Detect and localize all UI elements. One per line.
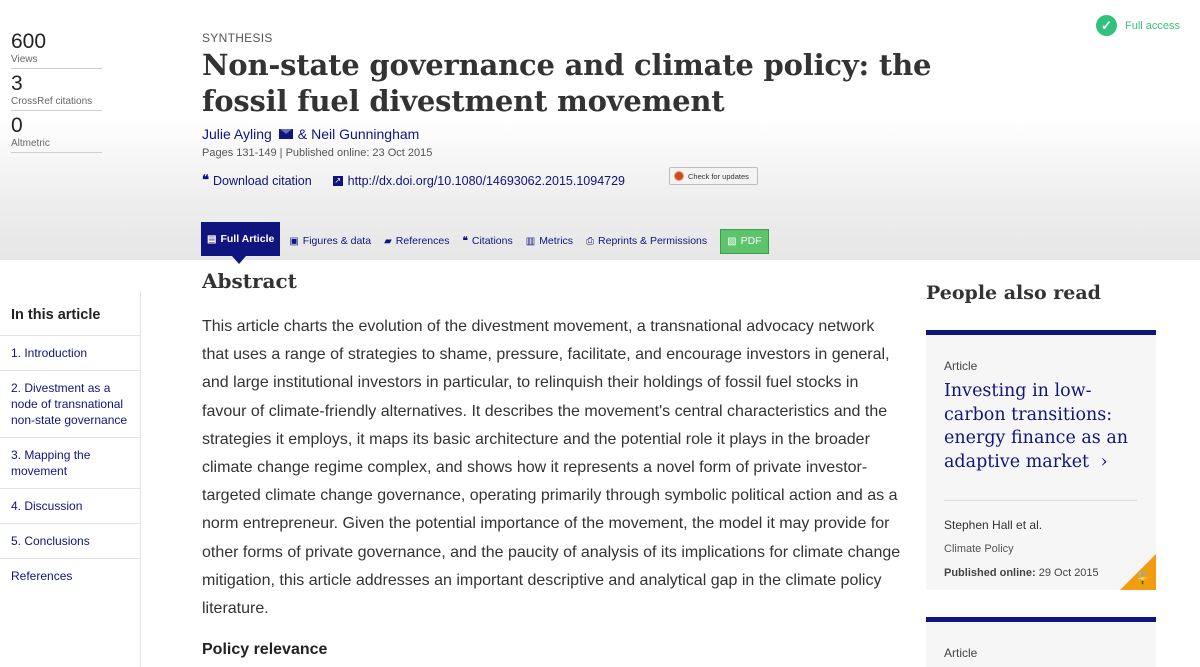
metric-value: 3 xyxy=(11,72,23,95)
card-published-date xyxy=(944,567,1099,579)
open-access-lock-icon: 🔓 xyxy=(1134,571,1151,586)
check-for-updates-button[interactable] xyxy=(669,167,758,185)
image-icon: ▣ xyxy=(289,235,299,247)
print-icon: ⎙ xyxy=(586,235,595,247)
tab-label: Figures & data xyxy=(302,235,372,247)
tab-label: PDF xyxy=(740,235,762,247)
nav-item-references[interactable]: References xyxy=(11,569,73,583)
metric-crossref-citations[interactable] xyxy=(11,72,102,111)
tab-reprints-permissions[interactable] xyxy=(586,235,707,247)
card-journal: Climate Policy xyxy=(944,543,1014,555)
card-divider xyxy=(944,500,1137,501)
metric-value: 600 xyxy=(11,30,47,53)
external-link-icon: ↗ xyxy=(334,175,342,185)
nav-item-mapping-movement[interactable]: 3. Mapping the movement xyxy=(0,438,140,489)
article-metrics xyxy=(11,30,102,156)
download-citation-link[interactable]: Download citation xyxy=(213,173,312,188)
in-this-article-nav xyxy=(0,291,141,667)
card-author: Stephen Hall et al. xyxy=(944,518,1043,532)
policy-relevance-heading: Policy relevance xyxy=(202,641,328,658)
doi-link[interactable]: http://dx.doi.org/10.1080/14693062.2015.1094729 xyxy=(347,173,625,188)
published-date: 29 Oct 2015 xyxy=(1038,567,1099,579)
tab-figures-data[interactable] xyxy=(289,235,371,247)
tab-references[interactable] xyxy=(384,235,449,247)
article-type: SYNTHESIS xyxy=(202,31,273,45)
tab-label: Metrics xyxy=(539,235,574,247)
tab-full-article[interactable] xyxy=(201,222,280,256)
tab-label: Reprints & Permissions xyxy=(598,235,708,247)
article-title: Non-state governance and climate policy: the fossil fuel divestment movement xyxy=(202,48,932,118)
pdf-icon: ▧ xyxy=(727,235,737,247)
card-type: Article xyxy=(944,646,978,660)
tab-label: Full Article xyxy=(220,233,275,245)
abstract-text: This article charts the evolution of the divestment movement, a transnational advocacy network that uses a range of strategies to shame, pressure, facilitate, and encourage investors in general, and large institutional investors in particular, to relinquish their holdings of fossil fuel stocks in favour of climate-friendly alternatives. It describes the movement's central characteristics and the strategies it employs, it maps its basic architecture and the potential role it plays in the broader climate change regime complex, and shows how it represents a novel form of private investor-targeted climate change governance, operating primarily through symbolic political action and as a norm entrepreneur. Given the potential importance of the movement, the model it may provide for other forms of private governance, and the paucity of analysis of its implications for climate change mitigation, this article addresses an important descriptive and analytical gap in the climate policy literature. xyxy=(202,318,901,618)
tab-pdf[interactable] xyxy=(720,229,768,254)
author-separator: & xyxy=(297,126,308,142)
chevron-right-icon: › xyxy=(1100,451,1108,472)
email-icon[interactable] xyxy=(279,129,293,139)
related-article-card[interactable] xyxy=(926,330,1156,590)
tab-citations[interactable] xyxy=(462,235,512,247)
related-article-card[interactable] xyxy=(926,617,1156,667)
card-title-text: Investing in low-carbon transitions: energy finance as an adaptive market xyxy=(944,381,1129,472)
card-type: Article xyxy=(944,359,978,373)
publication-links xyxy=(202,173,625,188)
nav-item-conclusions[interactable]: 5. Conclusions xyxy=(0,524,140,559)
metric-label: CrossRef citations xyxy=(11,96,93,107)
tab-metrics[interactable] xyxy=(526,235,573,247)
tab-label: References xyxy=(395,235,450,247)
bar-chart-icon: ▥ xyxy=(525,235,536,247)
people-also-read-heading: People also read xyxy=(926,282,1101,304)
abstract-heading: Abstract xyxy=(202,269,297,293)
full-access-label: Full access xyxy=(1125,19,1181,32)
nav-item-introduction[interactable]: 1. Introduction xyxy=(0,336,140,371)
author-list xyxy=(202,126,419,142)
nav-heading: In this article xyxy=(0,291,140,336)
metric-views[interactable] xyxy=(11,30,102,69)
card-title-link[interactable] xyxy=(944,380,1144,474)
tab-label: Citations xyxy=(471,235,513,247)
author-link[interactable]: Neil Gunningham xyxy=(311,126,420,142)
document-icon: ▤ xyxy=(207,233,217,245)
full-access-badge xyxy=(1096,15,1180,36)
check-updates-label: Check for updates xyxy=(688,171,749,181)
metric-label: Views xyxy=(11,54,38,65)
article-header-band xyxy=(0,0,1200,260)
metric-altmetric[interactable] xyxy=(11,114,102,153)
check-circle-icon: ✓ xyxy=(1096,15,1117,36)
nav-item-discussion[interactable]: 4. Discussion xyxy=(0,489,140,524)
metric-label: Altmetric xyxy=(11,138,50,149)
metric-value: 0 xyxy=(11,114,23,137)
crossmark-icon xyxy=(674,171,684,181)
published-label: Published online: xyxy=(944,567,1036,579)
pages-published-info: Pages 131-149 | Published online: 23 Oct 2015 xyxy=(202,147,433,159)
nav-item-divestment-node[interactable]: 2. Divestment as a node of transnational non-state governance xyxy=(0,371,140,438)
author-link[interactable]: Julie Ayling xyxy=(202,126,272,142)
article-tabs xyxy=(201,226,769,256)
quote-icon: ❝ xyxy=(202,173,209,188)
quote-icon: ❝ xyxy=(462,235,468,247)
book-icon: ▰ xyxy=(384,235,392,247)
